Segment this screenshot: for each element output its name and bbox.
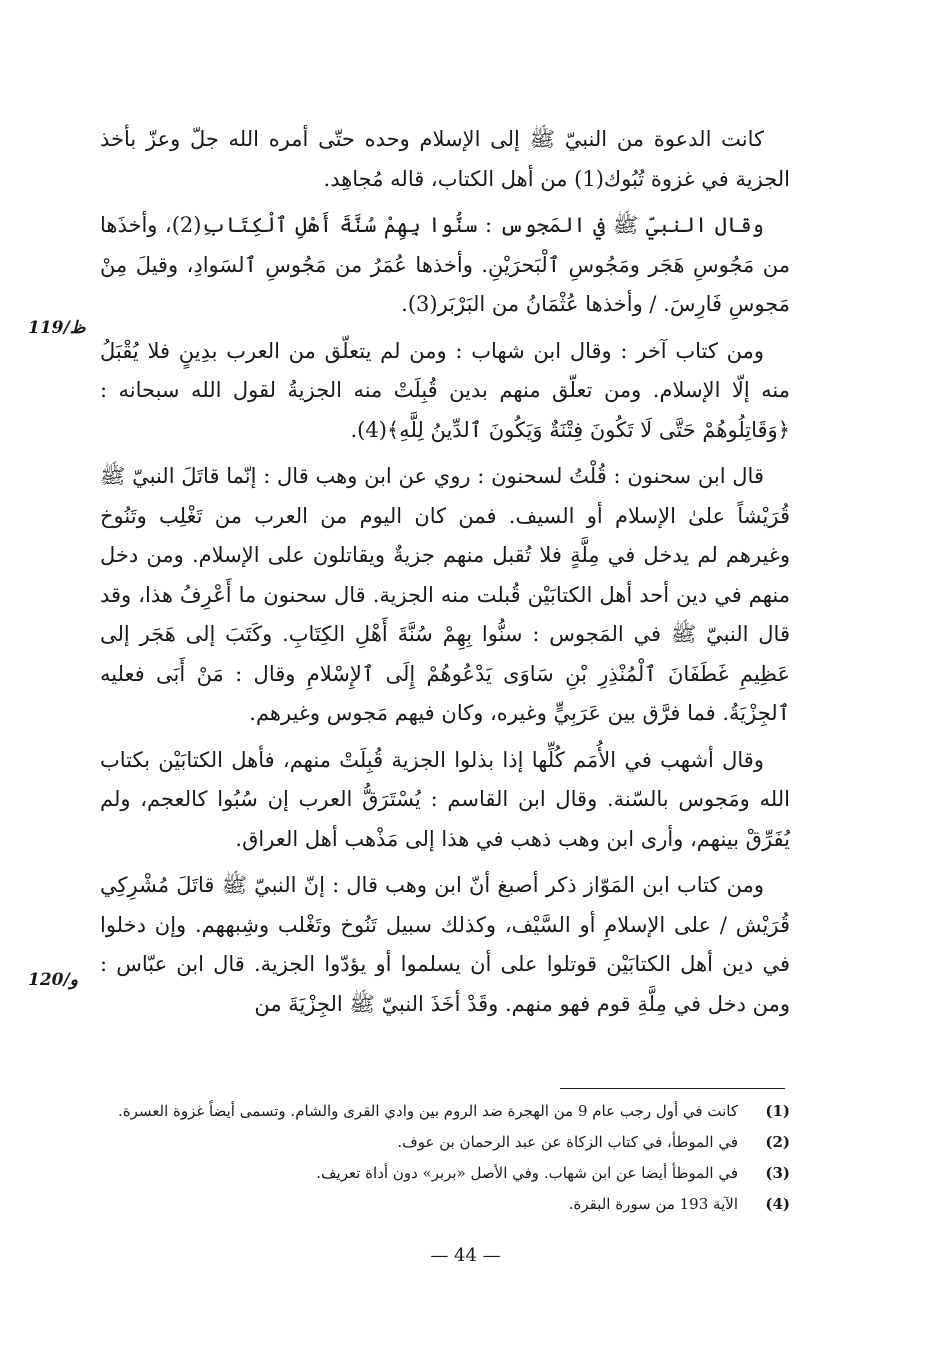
footnote <box>100 1127 790 1158</box>
footnote-divider <box>560 1088 785 1089</box>
paragraph: كانت الدعوة من النبيّ ﷺ إلى الإسلام وحده حتّى أمره الله جلّ وعزّ بأخذ الجزية في غزوة تُبُوك(1) من أهل الكتاب، قاله مُجاهِد. <box>100 127 790 191</box>
footnote <box>100 1189 790 1220</box>
footnote-number: (4) <box>765 1195 790 1213</box>
page-number: — 44 — <box>430 1245 501 1266</box>
paragraph: وقال أشهب في الأُمَم كُلِّها إذا بذلوا الجزية قُبِلَتْ منهم، فأهل الكتابَيْن بكتاب الله ومَجوس بالسّنة. وقال ابن القاسم : يُسْتَرَقُّ العرب إن سُبُوا كالعجم، ولم يُفَرِّقْ بينهم، وأرى ابن وهب ذهب في هذا إلى مَذْهب أهل العراق. <box>100 747 790 851</box>
footnote-text: في الموطأ، في كتاب الزكاة عن عبد الرحمان بن عوف. <box>397 1133 738 1151</box>
footnote <box>100 1096 790 1127</box>
footnote-text: كانت في أول رجب عام 9 من الهجرة ضد الروم بين وادي القرى والشام. وتسمى أيضاً غزوة العسرة. <box>117 1102 738 1120</box>
paragraph: وقال النبيّ ﷺ في المَجوس : سنُّوا بِهِمْ سُنَّةَ أَهْلِ ٱلْكِتَابِ(2)، وأخذَها من مَجُوسِ هَجَر ومَجُوسِ ٱلْبَحرَيْنِ. وأخذها عُمَرُ من مَجُوسِ ٱلسَوادِ، وقيلَ مِنْ مَجوسِ فَارِسَ. / وأخذها عُثْمَانُ من البَرْبَر(3). <box>100 213 790 316</box>
manuscript-folio-note: 120/و <box>28 970 78 990</box>
footnote-text: في الموطأ أيضا عن ابن شهاب. وفي الأصل «بربر» دون أداة تعريف. <box>316 1164 738 1182</box>
footnote-number: (3) <box>765 1164 790 1182</box>
footnotes <box>100 1096 790 1220</box>
paragraph: ومن كتاب آخر : وقال ابن شهاب : ومن لم يتعلّق من العرب بدِينٍ فلا يُقْبَلُ منه إلّا الإسلام. ومن تعلّق منهم بدين قُبِلَتْ منه الجزيةُ لقول الله سبحانه : ﴿وَقَاتِلُوهُمْ حَتَّى لَا تَكُونَ فِتْنَةٌ وَيَكُونَ ٱلدِّينُ لِلَّهِ﴾(4). <box>100 338 790 442</box>
footnote-text: الآية 193 من سورة البقرة. <box>568 1195 738 1213</box>
paragraph: قال ابن سحنون : قُلْتُ لسحنون : روي عن ابن وهب قال : إنّما قاتَلَ النبيّ ﷺ قُرَيْشاً علىٰ الإسلام أو السيف. فمن كان اليوم من العرب من تَغْلِب وتَنُوخ وغيرهم لم يدخل في مِلَّةٍ فلا تُقبل منهم جزيةٌ ويقاتلون على الإسلام. ومن دخل منهم في دين أحد أهل الكتابَيْن قُبلت منه الجزية. قال سحنون ما أَعْرِفُ هذا، وقد قال النبيّ ﷺ في المَجوس : سنُّوا بِهِمْ سُنَّةَ أَهْلِ الكِتَابِ. وكَتَبَ إلى هَجَر إلى عَظِيمِ غَطَفَانَ ٱلْمُنْذِرِ بْنِ سَاوَى يَدْعُوهُمْ إِلَى ٱلإِسْلامِ وقال : مَنْ أَبَى فعليه ٱلجِزْيَةُ. فما فرَّق بين عَرَبِيٍّ وغيره، وكان فيهم مَجوس وغيرهم. <box>100 464 790 725</box>
paragraph: ومن كتاب ابن المَوّاز ذكر أصبغ أنّ ابن وهب قال : إنّ النبيّ ﷺ قاتَلَ مُشْرِكِي قُرَيْش / على الإسلامِ أو السَّيْف، وكذلك سبيل تَنُوخ وتَغْلب وشِبههم. وإن دخلوا في دين أهل الكتابَيْن قوتلوا على أن يسلموا أو يؤدّوا الجزية. قال ابن عبّاس : ومن دخل في مِلَّةِ قوم فهو منهم. وقَدْ أخَذَ النبيّ ﷺ الجِزْيَةَ من <box>100 873 790 1016</box>
manuscript-folio-note: 119/ظ <box>28 318 86 338</box>
footnote-number: (1) <box>765 1102 790 1120</box>
main-text <box>100 120 790 1031</box>
footnote-number: (2) <box>765 1133 790 1151</box>
footnote <box>100 1158 790 1189</box>
